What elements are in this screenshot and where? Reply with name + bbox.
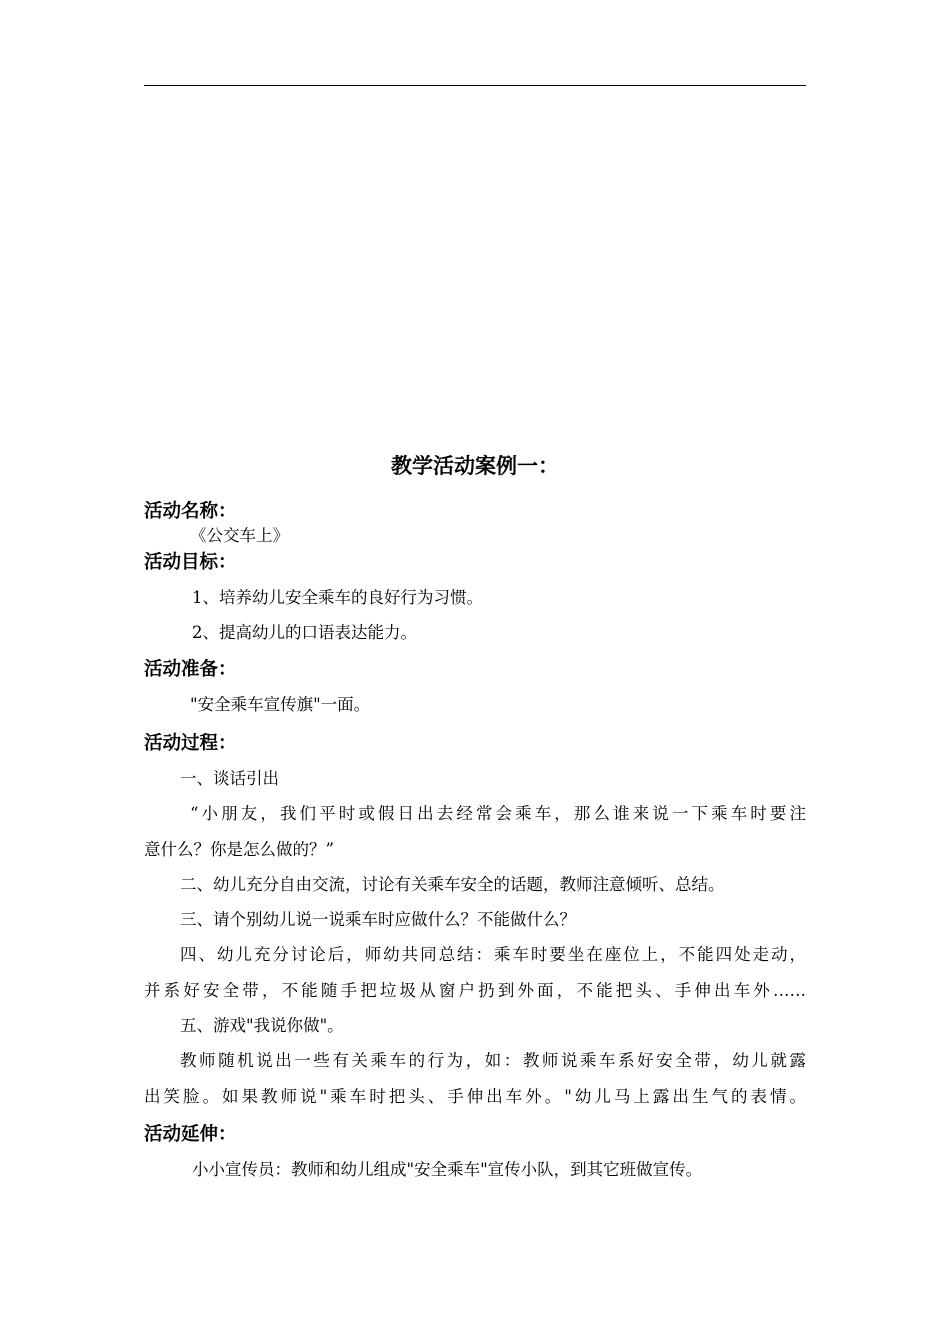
- section-heading-process: 活动过程：: [144, 733, 237, 754]
- goal-item-1: 1、培养幼儿安全乘车的良好行为习惯。: [192, 588, 483, 607]
- process-line: 意什么？你是怎么做的？”: [144, 840, 334, 859]
- process-line: 五、游戏"我说你做"。: [180, 1016, 344, 1035]
- section-heading-prep: 活动准备：: [144, 659, 237, 680]
- extension-text: 小小宣传员：教师和幼儿组成"安全乘车"宣传小队，到其它班做宣传。: [192, 1160, 703, 1179]
- process-line: 并系好安全带，不能随手把垃圾从窗户扔到外面，不能把头、手伸出车外……: [144, 981, 806, 1000]
- process-line: “小朋友，我们平时或假日出去经常会乘车，那么谁来说一下乘车时要注: [190, 804, 806, 823]
- process-line: 四、幼儿充分讨论后，师幼共同总结：乘车时要坐在座位上，不能四处走动，: [180, 945, 806, 964]
- process-line: 教师随机说出一些有关乘车的行为，如：教师说乘车系好安全带，幼儿就露: [180, 1051, 806, 1070]
- prep-text: "安全乘车宣传旗"一面。: [190, 695, 371, 714]
- header-rule: [144, 85, 806, 86]
- activity-name: 《公交车上》: [190, 526, 289, 545]
- section-heading-name: 活动名称：: [144, 501, 237, 522]
- process-line: 二、幼儿充分自由交流，讨论有关乘车安全的话题，教师注意倾听、总结。: [180, 875, 725, 894]
- page-title: 教学活动案例一：: [391, 454, 559, 478]
- process-line: 一、谈话引出: [180, 769, 279, 788]
- section-heading-extension: 活动延伸：: [144, 1124, 237, 1145]
- process-line: 出笑脸。如果教师说"乘车时把头、手伸出车外。"幼儿马上露出生气的表情。: [144, 1087, 806, 1106]
- section-heading-goals: 活动目标：: [144, 552, 237, 573]
- goal-item-2: 2、提高幼儿的口语表达能力。: [192, 623, 417, 642]
- process-line: 三、请个别幼儿说一说乘车时应做什么？不能做什么？: [180, 910, 576, 929]
